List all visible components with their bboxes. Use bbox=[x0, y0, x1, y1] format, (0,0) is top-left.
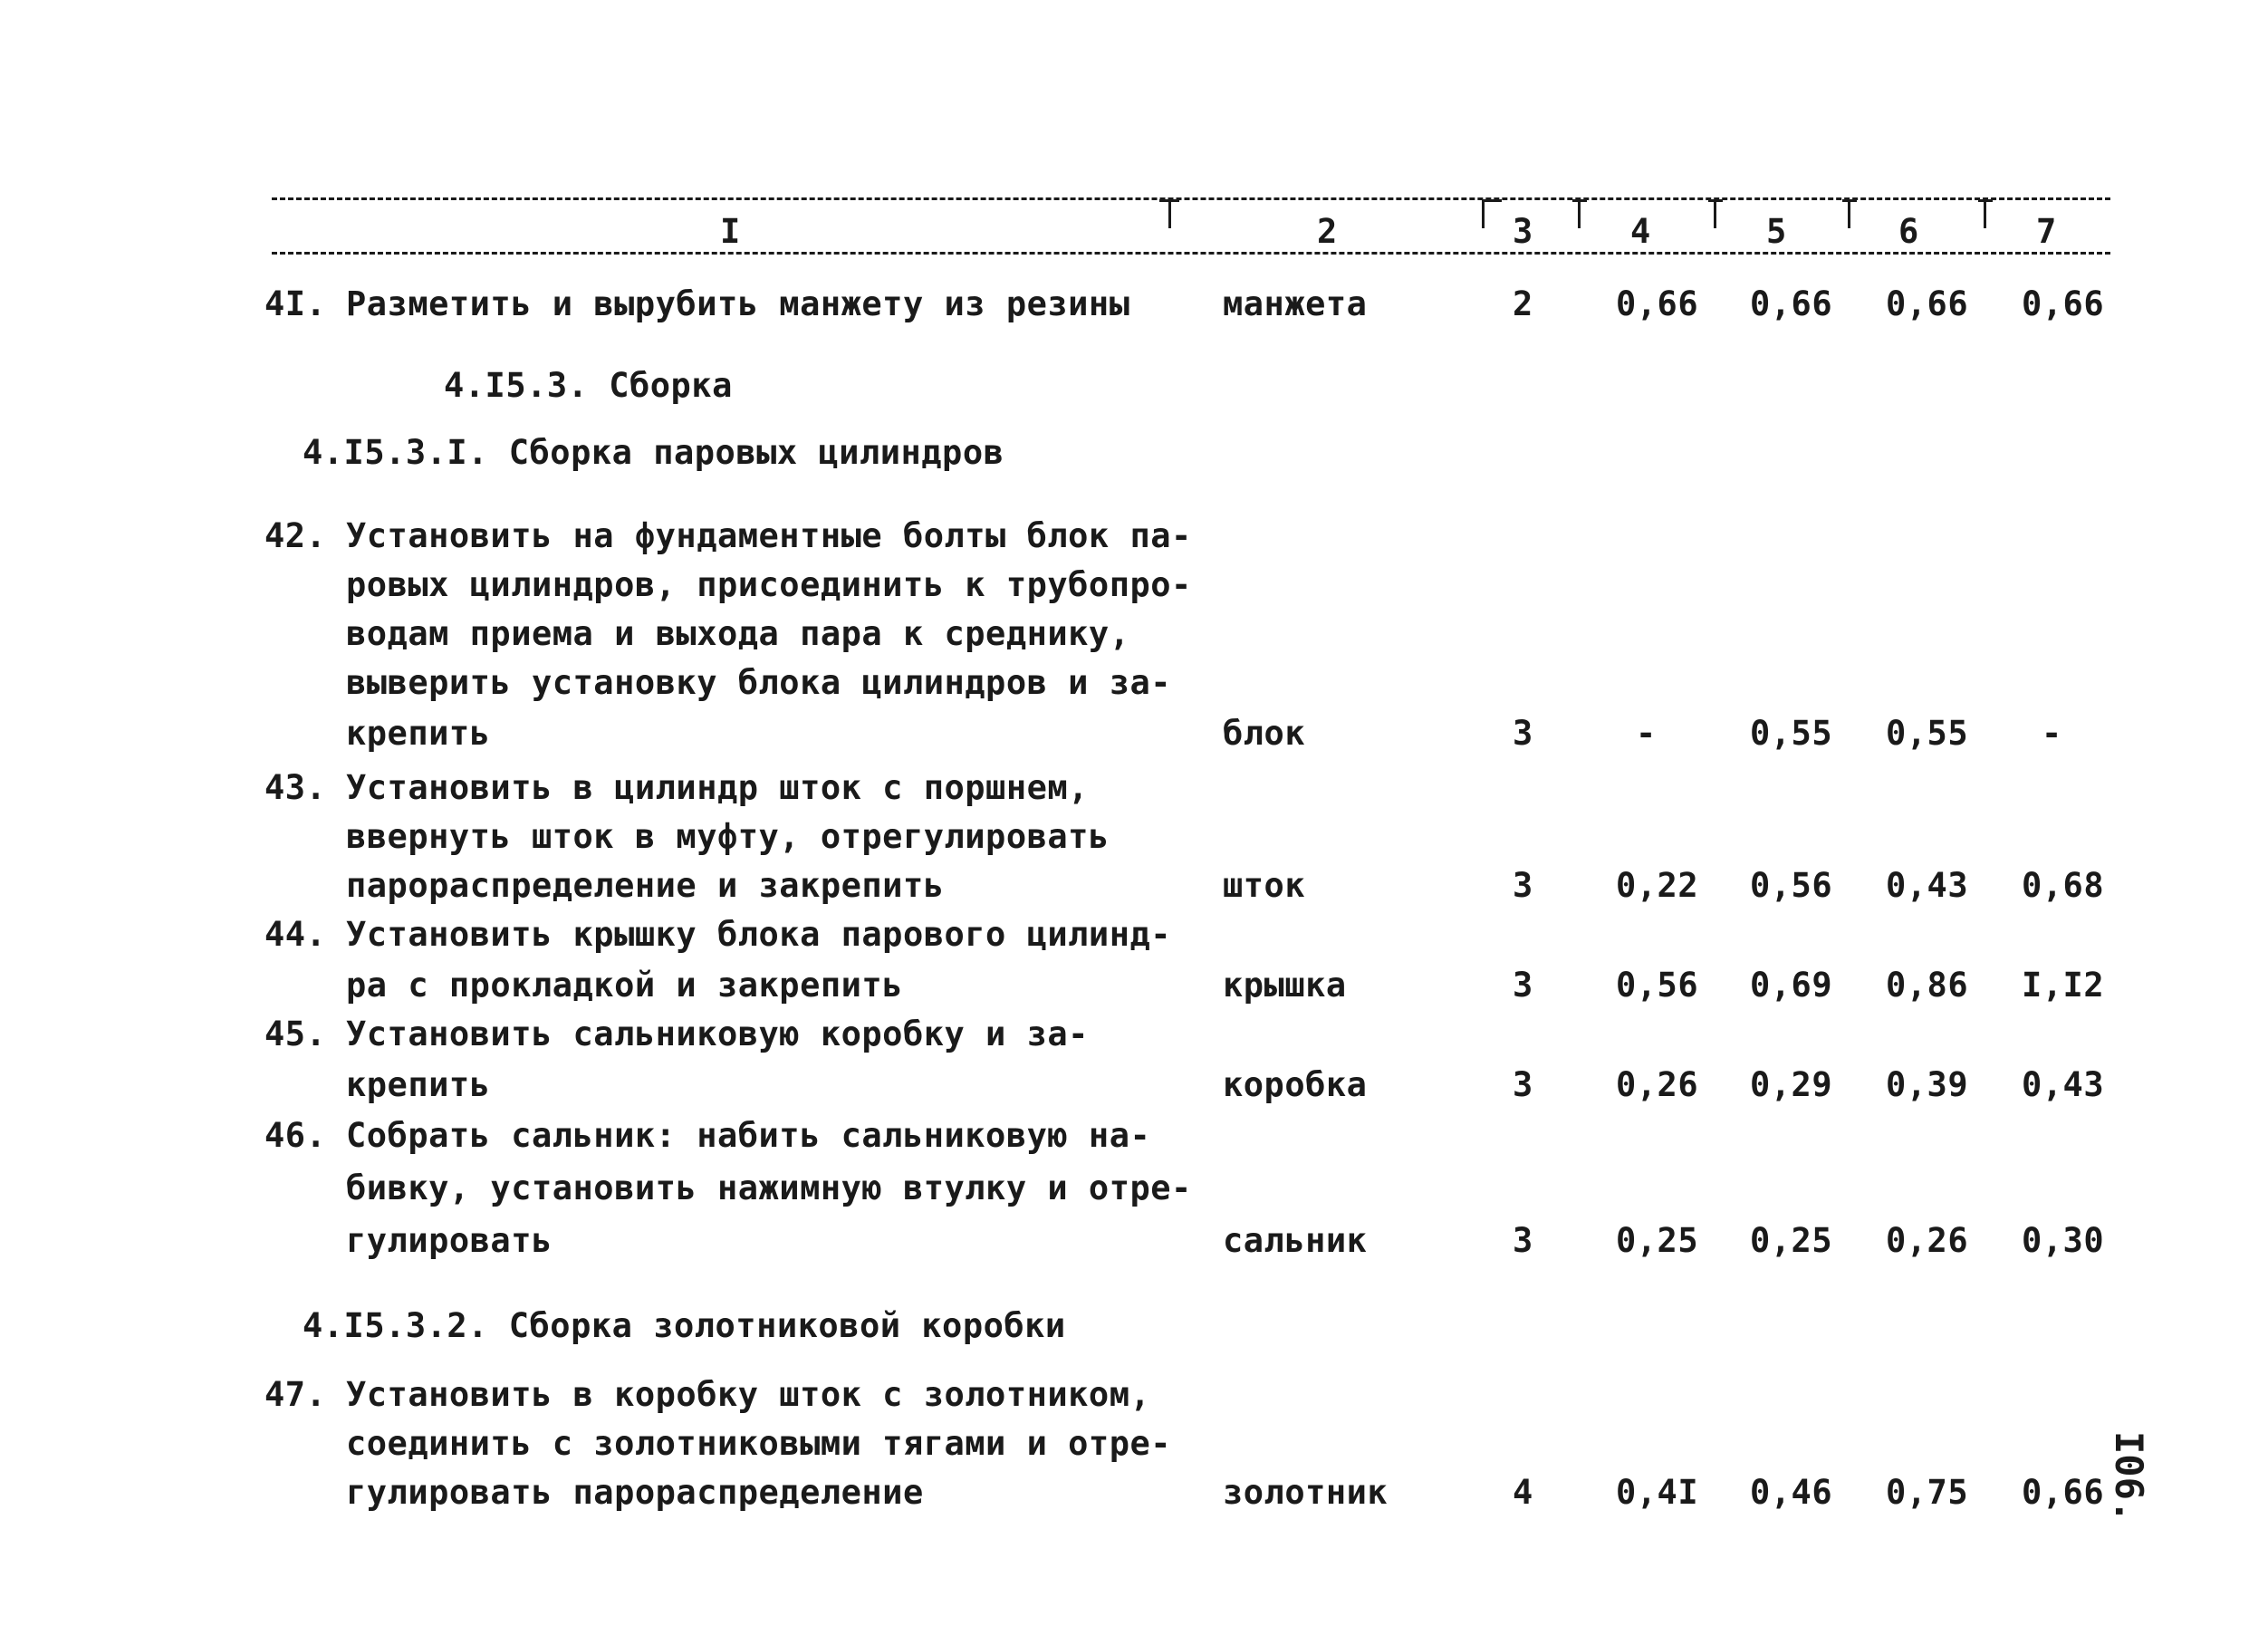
row-42-col6: 0,55 bbox=[1886, 714, 1969, 753]
row-46-text-line-2: бивку, установить нажимную втулку и отре- bbox=[346, 1169, 1192, 1207]
col-separator-2-3 bbox=[1482, 199, 1485, 228]
col-separator-6-7-bar bbox=[1978, 199, 1993, 202]
header-top-rule bbox=[272, 197, 2110, 200]
row-44-col3: 3 bbox=[1513, 966, 1533, 1005]
row-46-col3: 3 bbox=[1513, 1221, 1533, 1260]
col-header-5: 5 bbox=[1766, 212, 1787, 251]
row-44-col6: 0,86 bbox=[1886, 966, 1969, 1005]
row-47-col5: 0,46 bbox=[1750, 1473, 1833, 1512]
col-separator-4-5-bar bbox=[1708, 199, 1723, 202]
row-44-number: 44. bbox=[264, 915, 327, 954]
row-47-text-line-3: гулировать парораспределение bbox=[346, 1473, 924, 1512]
section-heading-valve-box: 4.I5.3.2. Сборка золотниковой коробки bbox=[303, 1306, 1066, 1345]
row-42-col3: 3 bbox=[1513, 714, 1533, 753]
row-47-col4: 0,4I bbox=[1616, 1473, 1699, 1512]
row-46-text-line-3: гулировать bbox=[346, 1221, 553, 1260]
row-45-number: 45. bbox=[264, 1015, 327, 1053]
row-42-col4: - bbox=[1636, 714, 1657, 753]
col-header-6: 6 bbox=[1898, 212, 1919, 251]
row-44-text-line-2: ра с прокладкой и закрепить bbox=[346, 966, 903, 1005]
row-42-text-line-3: водам приема и выхода пара к среднику, bbox=[346, 614, 1130, 653]
row-46-item: сальник bbox=[1223, 1221, 1368, 1260]
row-46-col5: 0,25 bbox=[1750, 1221, 1833, 1260]
row-41-item: манжета bbox=[1223, 284, 1368, 323]
row-42-item: блок bbox=[1223, 714, 1306, 753]
row-41-number: 4I. bbox=[264, 284, 327, 323]
row-47-text-line-1: Установить в коробку шток с золотником, bbox=[346, 1375, 1151, 1414]
row-41-col7: 0,66 bbox=[2022, 284, 2105, 323]
col-separator-1-2-bar bbox=[1159, 199, 1179, 202]
row-47-number: 47. bbox=[264, 1375, 327, 1414]
row-45-col7: 0,43 bbox=[2022, 1065, 2105, 1104]
row-41-text-line-1: Разметить и вырубить манжету из резины bbox=[346, 284, 1130, 323]
row-45-col6: 0,39 bbox=[1886, 1065, 1969, 1104]
row-44-col5: 0,69 bbox=[1750, 966, 1833, 1005]
row-47-item: золотник bbox=[1223, 1473, 1389, 1512]
row-43-col6: 0,43 bbox=[1886, 866, 1969, 905]
col-header-3: 3 bbox=[1513, 212, 1533, 251]
row-42-text-line-4: выверить установку блока цилиндров и за- bbox=[346, 663, 1172, 702]
row-45-text-line-1: Установить сальниковую коробку и за- bbox=[346, 1015, 1089, 1053]
row-43-col7: 0,68 bbox=[2022, 866, 2105, 905]
col-separator-3-4 bbox=[1578, 199, 1581, 228]
row-46-number: 46. bbox=[264, 1116, 327, 1155]
row-44-text-line-1: Установить крышку блока парового цилинд- bbox=[346, 915, 1172, 954]
row-41-col3: 2 bbox=[1513, 284, 1533, 323]
col-header-4: 4 bbox=[1630, 212, 1651, 251]
col-header-7: 7 bbox=[2036, 212, 2057, 251]
col-separator-3-4-bar bbox=[1572, 199, 1587, 202]
row-43-col5: 0,56 bbox=[1750, 866, 1833, 905]
col-separator-5-6-bar bbox=[1842, 199, 1857, 202]
row-46-text-line-1: Собрать сальник: набить сальниковую на- bbox=[346, 1116, 1151, 1155]
row-43-number: 43. bbox=[264, 768, 327, 807]
section-heading-assembly: 4.I5.3. Сборка bbox=[444, 366, 733, 405]
row-42-text-line-1: Установить на фундаментные болты блок па- bbox=[346, 516, 1192, 555]
header-bottom-rule bbox=[272, 252, 2110, 255]
row-43-text-line-2: ввернуть шток в муфту, отрегулировать bbox=[346, 817, 1110, 856]
row-41-col6: 0,66 bbox=[1886, 284, 1969, 323]
row-45-col5: 0,29 bbox=[1750, 1065, 1833, 1104]
row-42-col7: - bbox=[2042, 714, 2062, 753]
row-47-col6: 0,75 bbox=[1886, 1473, 1969, 1512]
row-45-text-line-2: крепить bbox=[346, 1065, 491, 1104]
section-heading-steam-cylinders: 4.I5.3.I. Сборка паровых цилиндров bbox=[303, 433, 1004, 472]
row-44-col7: I,I2 bbox=[2022, 966, 2105, 1005]
page-number: I06. bbox=[2107, 1431, 2151, 1524]
row-46-col6: 0,26 bbox=[1886, 1221, 1969, 1260]
row-41-col5: 0,66 bbox=[1750, 284, 1833, 323]
row-43-text-line-1: Установить в цилиндр шток с поршнем, bbox=[346, 768, 1089, 807]
col-separator-6-7 bbox=[1984, 199, 1986, 228]
row-42-col5: 0,55 bbox=[1750, 714, 1833, 753]
row-45-col4: 0,26 bbox=[1616, 1065, 1699, 1104]
row-46-col7: 0,30 bbox=[2022, 1221, 2105, 1260]
row-45-item: коробка bbox=[1223, 1065, 1368, 1104]
col-header-1: I bbox=[720, 212, 741, 251]
row-47-col7: 0,66 bbox=[2022, 1473, 2105, 1512]
row-43-col4: 0,22 bbox=[1616, 866, 1699, 905]
row-45-col3: 3 bbox=[1513, 1065, 1533, 1104]
row-46-col4: 0,25 bbox=[1616, 1221, 1699, 1260]
row-44-item: крышка bbox=[1223, 966, 1347, 1005]
col-header-2: 2 bbox=[1317, 212, 1338, 251]
row-43-text-line-3: парораспределение и закрепить bbox=[346, 866, 945, 905]
col-separator-5-6 bbox=[1848, 199, 1850, 228]
row-47-text-line-2: соединить с золотниковыми тягами и отре- bbox=[346, 1424, 1172, 1463]
col-separator-1-2 bbox=[1168, 199, 1171, 228]
row-41-col4: 0,66 bbox=[1616, 284, 1699, 323]
col-separator-2-3-bar bbox=[1482, 199, 1502, 202]
row-42-number: 42. bbox=[264, 516, 327, 555]
row-43-col3: 3 bbox=[1513, 866, 1533, 905]
row-44-col4: 0,56 bbox=[1616, 966, 1699, 1005]
col-separator-4-5 bbox=[1714, 199, 1716, 228]
row-47-col3: 4 bbox=[1513, 1473, 1533, 1512]
row-42-text-line-2: ровых цилиндров, присоединить к трубопро- bbox=[346, 565, 1192, 604]
row-42-text-line-5: крепить bbox=[346, 714, 491, 753]
row-43-item: шток bbox=[1223, 866, 1306, 905]
